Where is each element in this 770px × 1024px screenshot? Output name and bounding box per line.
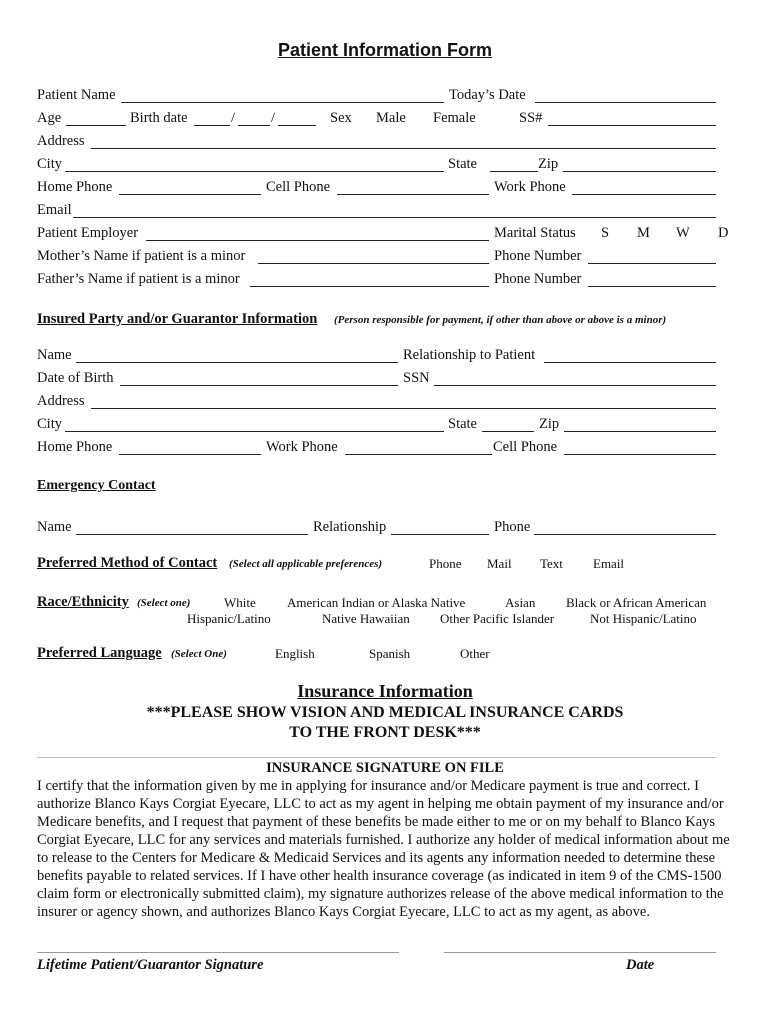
language-option-spanish[interactable]: Spanish [369, 646, 411, 661]
mother-name-field[interactable] [258, 263, 489, 264]
contact-option-text[interactable]: Text [540, 556, 563, 571]
marital-option-w[interactable]: W [676, 225, 690, 241]
employer-field[interactable] [146, 240, 489, 241]
slash: / [231, 110, 236, 126]
race-heading: Race/Ethnicity [37, 594, 129, 610]
language-heading: Preferred Language [37, 645, 162, 661]
insured-work-phone-label: Work Phone [266, 439, 338, 455]
insured-relationship-field[interactable] [544, 362, 716, 363]
zip-label: Zip [538, 156, 559, 172]
sex-option-male[interactable]: Male [376, 110, 406, 126]
mother-name-label: Mother’s Name if patient is a minor [37, 248, 246, 264]
zip-field[interactable] [563, 171, 716, 172]
marital-option-m[interactable]: M [637, 225, 650, 241]
patient-name-field[interactable] [121, 102, 444, 103]
father-name-field[interactable] [250, 286, 489, 287]
insured-section-heading: Insured Party and/or Guarantor Information [37, 311, 318, 327]
age-label: Age [37, 110, 62, 126]
mother-phone-label: Phone Number [494, 248, 582, 264]
insurance-notice-line2: TO THE FRONT DESK*** [289, 724, 481, 741]
race-note: (Select one) [137, 597, 191, 609]
language-option-other[interactable]: Other [460, 646, 490, 661]
race-option-white[interactable]: White [224, 595, 256, 610]
insured-state-label: State [448, 416, 477, 432]
age-field[interactable] [66, 125, 126, 126]
cell-phone-field[interactable] [337, 194, 489, 195]
email-field[interactable] [73, 217, 716, 218]
insured-zip-label: Zip [539, 416, 560, 432]
father-name-label: Father’s Name if patient is a minor [37, 271, 240, 287]
city-field[interactable] [65, 171, 444, 172]
date-field[interactable] [444, 952, 716, 953]
patient-name-label: Patient Name [37, 87, 116, 103]
todays-date-field[interactable] [535, 102, 716, 103]
birth-date-label: Birth date [130, 110, 188, 126]
sex-label: Sex [330, 110, 352, 126]
emergency-phone-label: Phone [494, 519, 531, 535]
contact-method-heading: Preferred Method of Contact [37, 555, 218, 571]
insured-zip-field[interactable] [564, 431, 716, 432]
ss-field[interactable] [548, 125, 716, 126]
sex-option-female[interactable]: Female [433, 110, 476, 126]
authorization-paragraph: I certify that the information given by me in applying for insurance and/or Medicare payment is true and correct. I authorize Blanco Kays Corgiat Eyecare, LLC to act as my agent in helping me obtain payment of my insurance and/or Medicare benefits, and I request that payment of these benefits be made either to me or on my behalf to Blanco Kays Corgiat Eyecare, LLC for any services and materials furnished. I authorize any holder of medical information about me to release to the Centers for Medicare & Medicaid Services and its agents any information needed to determine these benefits payable to related services. If I have other health insurance coverage (as indicated in item 9 of the CMS-1500 claim form or electronically submitted claim), my signature authorizes release of the above medical information to the insurer or agency shown, and authorizes Blanco Kays Corgiat Eyecare, LLC to act as my agent, as above. [37, 778, 730, 920]
marital-option-s[interactable]: S [601, 225, 610, 241]
insurance-notice-line1: ***PLEASE SHOW VISION AND MEDICAL INSURANCE CARDS [146, 704, 624, 721]
insured-name-field[interactable] [76, 362, 398, 363]
email-label: Email [37, 202, 72, 218]
emergency-heading: Emergency Contact [37, 478, 156, 493]
insured-cell-phone-field[interactable] [564, 454, 716, 455]
father-phone-field[interactable] [588, 286, 716, 287]
address-label: Address [37, 133, 85, 149]
cell-phone-label: Cell Phone [266, 179, 331, 195]
race-option-pacific-islander[interactable]: Other Pacific Islander [440, 611, 555, 626]
insured-address-field[interactable] [91, 408, 716, 409]
race-option-american-indian[interactable]: American Indian or Alaska Native [287, 595, 466, 610]
signature-on-file-heading: INSURANCE SIGNATURE ON FILE [266, 760, 504, 776]
race-option-native-hawaiian[interactable]: Native Hawaiian [322, 611, 410, 626]
slash: / [271, 110, 276, 126]
insured-city-field[interactable] [65, 431, 444, 432]
insurance-title: Insurance Information [297, 681, 473, 701]
insured-dob-label: Date of Birth [37, 370, 114, 386]
race-option-not-hispanic[interactable]: Not Hispanic/Latino [590, 611, 697, 626]
language-note: (Select One) [171, 648, 227, 660]
emergency-relationship-label: Relationship [313, 519, 387, 535]
employer-label: Patient Employer [37, 225, 139, 241]
insured-cell-phone-label: Cell Phone [493, 439, 558, 455]
insured-address-label: Address [37, 393, 85, 409]
ss-label: SS# [519, 110, 543, 126]
work-phone-label: Work Phone [494, 179, 566, 195]
emergency-name-field[interactable] [76, 534, 308, 535]
insured-city-label: City [37, 416, 62, 432]
mother-phone-field[interactable] [588, 263, 716, 264]
emergency-name-label: Name [37, 519, 72, 535]
insured-work-phone-field[interactable] [345, 454, 492, 455]
address-field[interactable] [91, 148, 716, 149]
marital-status-label: Marital Status [494, 225, 576, 241]
emergency-phone-field[interactable] [534, 534, 716, 535]
father-phone-label: Phone Number [494, 271, 582, 287]
insured-relationship-label: Relationship to Patient [403, 347, 536, 363]
race-option-asian[interactable]: Asian [505, 595, 536, 610]
contact-option-phone[interactable]: Phone [429, 556, 462, 571]
insured-ssn-field[interactable] [434, 385, 716, 386]
work-phone-field[interactable] [572, 194, 716, 195]
insured-dob-field[interactable] [120, 385, 398, 386]
divider [37, 757, 716, 758]
birth-month-field[interactable] [194, 125, 230, 126]
birth-day-field[interactable] [238, 125, 270, 126]
insured-home-phone-field[interactable] [119, 454, 261, 455]
home-phone-label: Home Phone [37, 179, 113, 195]
contact-option-mail[interactable]: Mail [487, 556, 512, 571]
state-field[interactable] [490, 171, 538, 172]
signature-field[interactable] [37, 952, 399, 953]
insured-state-field[interactable] [482, 431, 534, 432]
race-option-black[interactable]: Black or African American [566, 595, 707, 610]
insured-name-label: Name [37, 347, 72, 363]
insured-section-note: (Person responsible for payment, if other than above or above is a minor) [334, 314, 667, 326]
insured-ssn-label: SSN [403, 370, 430, 386]
state-label: State [448, 156, 477, 172]
birth-year-field[interactable] [278, 125, 316, 126]
contact-method-note: (Select all applicable preferences) [229, 558, 383, 570]
marital-option-d[interactable]: D [718, 225, 729, 241]
signature-label: Lifetime Patient/Guarantor Signature [37, 957, 264, 973]
contact-option-email[interactable]: Email [593, 556, 625, 571]
todays-date-label: Today’s Date [449, 87, 526, 103]
emergency-relationship-field[interactable] [391, 534, 489, 535]
home-phone-field[interactable] [119, 194, 261, 195]
language-option-english[interactable]: English [275, 646, 315, 661]
race-option-hispanic[interactable]: Hispanic/Latino [187, 611, 271, 626]
city-label: City [37, 156, 62, 172]
date-label: Date [626, 957, 655, 973]
page-title: Patient Information Form [277, 40, 492, 60]
insured-home-phone-label: Home Phone [37, 439, 113, 455]
